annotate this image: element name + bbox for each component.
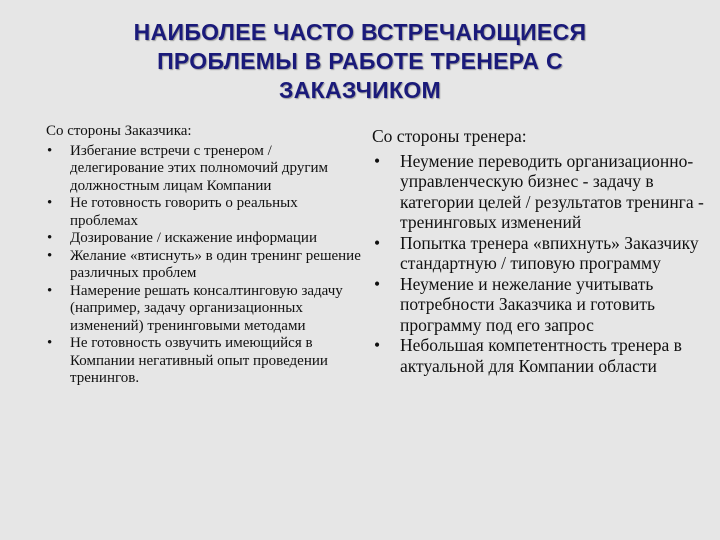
title-line: ЗАКАЗЧИКОМ <box>279 77 441 103</box>
bullet-icon: • <box>374 150 381 171</box>
list-item <box>46 335 366 388</box>
list-item-text: Намерение решать консалтинговую задачу (например, задачу организационных изменений) тренинговыми методами <box>70 282 343 334</box>
list-item <box>372 233 708 274</box>
trainer-side-heading: Со стороны тренера: <box>372 126 527 146</box>
list-item-text: Избегание встречи с тренером / делегирование этих полномочий другим должностным лицам Компании <box>70 142 329 194</box>
bullet-icon: • <box>47 195 53 211</box>
list-item-text: Дозирование / искажение информации <box>70 230 317 246</box>
list-item-text: Желание «втиснуть» в один тренинг решение различных проблем <box>70 247 361 281</box>
bullet-icon: • <box>374 335 381 355</box>
list-item-text: Небольшая компетентность тренера в актуальной для Компании области <box>400 335 682 376</box>
list-item <box>372 151 708 233</box>
client-side-list <box>46 143 366 388</box>
list-item-text: Не готовность озвучить имеющийся в Компании негативный опыт проведении тренингов. <box>70 335 328 386</box>
list-item <box>46 283 366 336</box>
list-item-text: Неумение и нежелание учитывать потребности Заказчика и готовить программу под его запрос <box>400 273 655 335</box>
trainer-side-column <box>372 126 708 376</box>
list-item-text: Попытка тренера «впихнуть» Заказчику стандартную / типовую программу <box>400 232 699 273</box>
slide-title <box>60 18 660 105</box>
trainer-side-list <box>372 151 708 377</box>
list-item <box>46 248 366 283</box>
list-item-text: Не готовность говорить о реальных проблемах <box>70 195 298 229</box>
bullet-icon: • <box>47 335 53 351</box>
client-side-heading: Со стороны Заказчика: <box>46 123 192 139</box>
bullet-icon: • <box>374 273 381 294</box>
bullet-icon: • <box>47 230 53 246</box>
title-line: ПРОБЛЕМЫ В РАБОТЕ ТРЕНЕРА С <box>157 48 563 74</box>
list-item <box>46 230 366 248</box>
list-item <box>372 274 708 336</box>
title-line: НАИБОЛЕЕ ЧАСТО ВСТРЕЧАЮЩИЕСЯ <box>133 19 587 45</box>
bullet-icon: • <box>47 247 53 264</box>
list-item <box>372 335 708 376</box>
list-item <box>46 195 366 230</box>
list-item-text: Неумение переводить организационно-управленческую бизнес - задачу в категории целей / результатов тренинга - тренинговых изменений <box>400 150 704 232</box>
bullet-icon: • <box>47 142 53 159</box>
client-side-column <box>46 123 366 388</box>
bullet-icon: • <box>374 232 381 253</box>
list-item <box>46 143 366 196</box>
bullet-icon: • <box>47 282 53 299</box>
